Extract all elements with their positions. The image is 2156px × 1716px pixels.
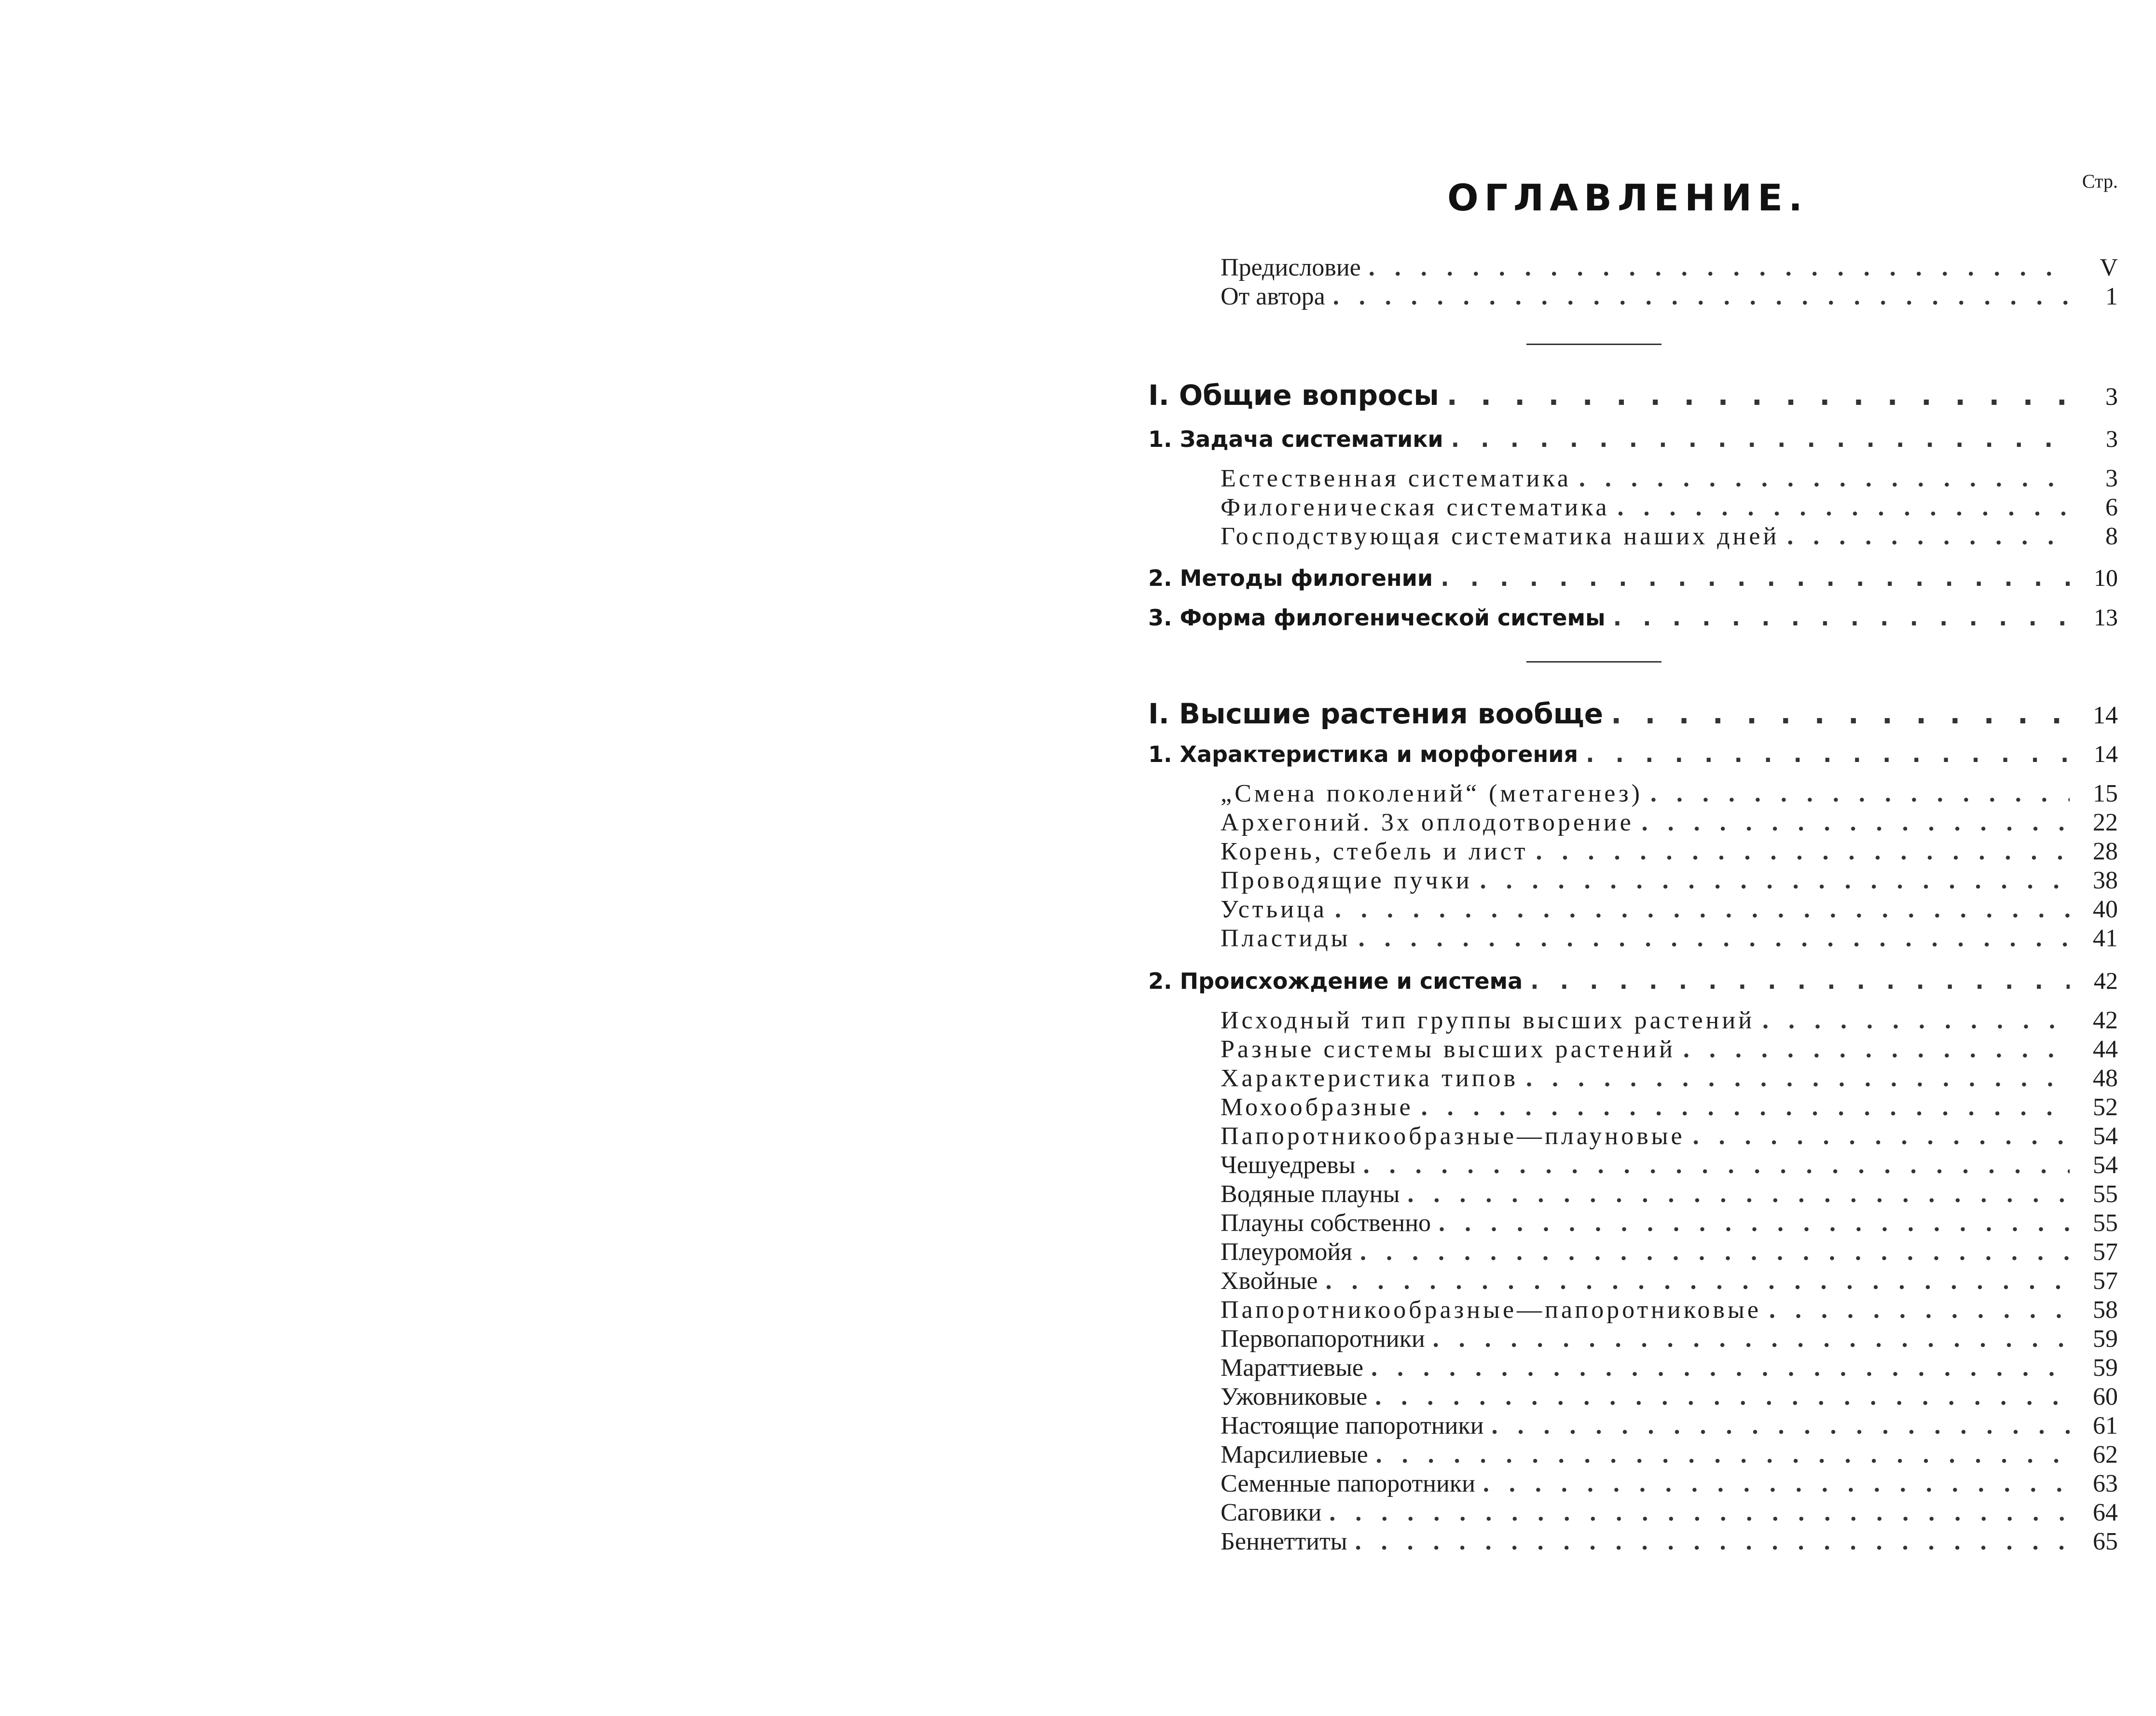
toc-entry-title: Господствующая систематика наших дней (1221, 523, 1780, 550)
toc-entry-title: I. Высшие растения вообще (1148, 697, 1604, 730)
toc-entry-page: 55 (2093, 1180, 2118, 1208)
toc-section-heading (1148, 967, 2118, 995)
toc-entry (1221, 866, 2118, 895)
toc-entry (1221, 1469, 2118, 1498)
dot-leader (1586, 741, 2070, 767)
toc-entry-title: Саговики (1221, 1499, 1322, 1526)
toc-entry-page: 14 (2094, 740, 2118, 767)
toc-entry (1221, 522, 2118, 551)
dot-leader (1650, 779, 2070, 808)
toc-section-heading (1148, 603, 2118, 631)
toc-entry-title: От автора (1221, 283, 1325, 310)
toc-entry-page: 54 (2093, 1151, 2118, 1179)
toc-entry-title: Марсилиевые (1221, 1441, 1368, 1468)
page-title: ОГЛАВЛЕНИЕ. (1447, 176, 1808, 219)
dot-leader (1325, 1267, 2070, 1295)
toc-entry-page: 13 (2094, 604, 2118, 631)
toc-entry (1221, 924, 2118, 953)
toc-entry-page: 61 (2093, 1412, 2118, 1439)
toc-entry-page: 59 (2093, 1354, 2118, 1382)
toc-entry-page: 41 (2093, 925, 2118, 952)
toc-entry-title: Естественная систематика (1221, 465, 1571, 492)
dot-leader (1618, 493, 2070, 522)
table-of-contents-page (1148, 164, 2118, 1612)
toc-entry-title: Ужовниковые (1221, 1383, 1368, 1411)
dot-leader (1693, 1122, 2070, 1150)
toc-section-heading (1148, 564, 2118, 592)
toc-entry-page: 59 (2093, 1325, 2118, 1353)
toc-entry-page: 8 (2105, 523, 2118, 550)
toc-entry-title: 2. Происхождение и система (1148, 968, 1523, 994)
toc-entry-title: Пластиды (1221, 925, 1351, 952)
toc-entry-title: 2. Методы филогении (1148, 565, 1433, 591)
toc-entry-page: 65 (2093, 1528, 2118, 1555)
toc-entry-page: 62 (2093, 1441, 2118, 1468)
toc-entry-title: Хвойные (1221, 1267, 1318, 1295)
dot-leader (1407, 1180, 2070, 1208)
dot-leader (1447, 379, 2070, 412)
toc-entry-title: Водяные плауны (1221, 1180, 1400, 1208)
toc-entry (1221, 1151, 2118, 1180)
toc-entry (1221, 1209, 2118, 1238)
toc-entry-page: 54 (2093, 1122, 2118, 1150)
toc-entry-page: 28 (2093, 838, 2118, 865)
toc-entry-page: 64 (2093, 1499, 2118, 1526)
toc-entry (1221, 1122, 2118, 1151)
toc-part-heading (1148, 379, 2118, 412)
toc-entry-title: Исходный тип группы высших растений (1221, 1007, 1755, 1034)
toc-entry (1221, 1383, 2118, 1412)
toc-entry-page: 14 (2093, 702, 2118, 729)
dot-leader (1613, 605, 2070, 631)
toc-entry (1221, 1296, 2118, 1325)
toc-entry-title: 1. Задача систематики (1148, 426, 1443, 452)
dot-leader (1526, 1064, 2070, 1093)
toc-entry (1221, 808, 2118, 837)
toc-entry-page: 52 (2093, 1093, 2118, 1121)
toc-entry (1221, 1412, 2118, 1440)
dot-leader (1355, 1527, 2070, 1556)
dot-leader (1421, 1093, 2070, 1121)
toc-entry-page: 1 (2105, 283, 2118, 310)
divider (1526, 661, 1662, 663)
toc-entry (1221, 1093, 2118, 1122)
dot-leader (1787, 522, 2070, 551)
toc-entry (1221, 1035, 2118, 1064)
toc-entry (1221, 1238, 2118, 1267)
toc-entry (1221, 779, 2118, 808)
dot-leader (1530, 968, 2070, 994)
toc-entry-page: 15 (2093, 780, 2118, 807)
toc-section-heading (1148, 740, 2118, 768)
dot-leader (1433, 1325, 2070, 1353)
toc-entry-title: Мохообразные (1221, 1093, 1414, 1121)
toc-entry-page: 57 (2093, 1238, 2118, 1266)
toc-entry-page: 22 (2093, 809, 2118, 836)
toc-entry-title: Разные системы высших растений (1221, 1036, 1675, 1063)
toc-entry-title: Характеристика типов (1221, 1065, 1519, 1092)
toc-entry-title: Предисловие (1221, 254, 1361, 281)
divider (1526, 344, 1662, 345)
dot-leader (1536, 837, 2070, 866)
toc-entry-title: Беннеттиты (1221, 1528, 1347, 1555)
dot-leader (1441, 565, 2070, 591)
dot-leader (1642, 808, 2070, 837)
toc-entry-page: 3 (2105, 465, 2118, 492)
toc-entry-title: Плеуромойя (1221, 1238, 1352, 1266)
toc-entry (1221, 493, 2118, 522)
toc-entry-title: Папоротникообразные—плауновые (1221, 1122, 1685, 1150)
toc-entry-title: Плауны собственно (1221, 1209, 1431, 1237)
dot-leader (1483, 1469, 2070, 1498)
dot-leader (1359, 924, 2070, 953)
toc-entry-title: „Смена поколений“ (метагенез) (1221, 780, 1643, 807)
toc-entry-title: Устьица (1221, 896, 1327, 923)
dot-leader (1480, 866, 2070, 895)
toc-entry-title: Настоящие папоротники (1221, 1412, 1484, 1439)
page-column-label: Стр. (2082, 170, 2118, 192)
dot-leader (1333, 282, 2070, 311)
dot-leader (1371, 1354, 2070, 1382)
toc-entry (1221, 464, 2118, 493)
toc-entry (1221, 1064, 2118, 1093)
toc-entry-page: 57 (2093, 1267, 2118, 1295)
toc-entry-title: Архегоний. 3х оплодотворение (1221, 809, 1634, 836)
toc-entry-page: 38 (2093, 867, 2118, 894)
toc-entry-page: 40 (2093, 896, 2118, 923)
toc-entry-title: Папоротникообразные—папоротниковые (1221, 1296, 1761, 1324)
toc-entry-page: 6 (2105, 494, 2118, 521)
toc-entry-page: V (2100, 254, 2118, 281)
dot-leader (1611, 697, 2070, 730)
toc-entry (1221, 1267, 2118, 1296)
toc-entry (1221, 1325, 2118, 1354)
toc-entry (1221, 1180, 2118, 1209)
dot-leader (1335, 895, 2070, 924)
dot-leader (1769, 1296, 2070, 1324)
dot-leader (1369, 253, 2070, 282)
dot-leader (1683, 1035, 2070, 1064)
dot-leader (1579, 464, 2070, 493)
toc-entry-title: 1. Характеристика и морфогения (1148, 741, 1579, 767)
toc-entry-title: Первопапоротники (1221, 1325, 1425, 1353)
toc-entry-page: 42 (2094, 967, 2118, 994)
toc-entry-page: 60 (2093, 1383, 2118, 1411)
toc-entry-title: 3. Форма филогенической системы (1148, 605, 1606, 631)
toc-entry-page: 63 (2093, 1470, 2118, 1497)
toc-entry-title: Мараттиевые (1221, 1354, 1363, 1382)
toc-entry-title: Проводящие пучки (1221, 867, 1472, 894)
toc-entry (1221, 282, 2118, 311)
toc-section-heading (1148, 425, 2118, 453)
dot-leader (1363, 1151, 2070, 1179)
toc-entry (1221, 895, 2118, 924)
toc-entry-title: Семенные папоротники (1221, 1470, 1475, 1497)
toc-entry (1221, 1498, 2118, 1527)
toc-entry-page: 55 (2093, 1209, 2118, 1237)
dot-leader (1329, 1498, 2070, 1527)
toc-entry-page: 3 (2106, 425, 2118, 452)
toc-entry (1221, 837, 2118, 866)
toc-entry-page: 48 (2093, 1065, 2118, 1092)
toc-part-heading (1148, 697, 2118, 730)
dot-leader (1491, 1412, 2070, 1440)
toc-entry-title: Корень, стебель и лист (1221, 838, 1528, 865)
toc-entry-title: I. Общие вопросы (1148, 379, 1439, 412)
toc-entry-page: 42 (2093, 1007, 2118, 1034)
toc-entry-page: 10 (2094, 564, 2118, 591)
toc-entry-title: Филогеническая систематика (1221, 494, 1610, 521)
toc-entry-page: 58 (2093, 1296, 2118, 1324)
toc-entry-page: 3 (2105, 383, 2118, 411)
toc-entry-page: 44 (2093, 1036, 2118, 1063)
dot-leader (1375, 1383, 2070, 1411)
toc-entry-title: Чешуедревы (1221, 1151, 1356, 1179)
dot-leader (1376, 1440, 2070, 1469)
toc-entry (1221, 1440, 2118, 1469)
dot-leader (1451, 426, 2070, 452)
dot-leader (1762, 1006, 2070, 1035)
toc-entry (1221, 253, 2118, 282)
toc-entry (1221, 1527, 2118, 1556)
toc-entry (1221, 1006, 2118, 1035)
toc-entry (1221, 1354, 2118, 1383)
dot-leader (1439, 1209, 2070, 1237)
dot-leader (1360, 1238, 2070, 1266)
